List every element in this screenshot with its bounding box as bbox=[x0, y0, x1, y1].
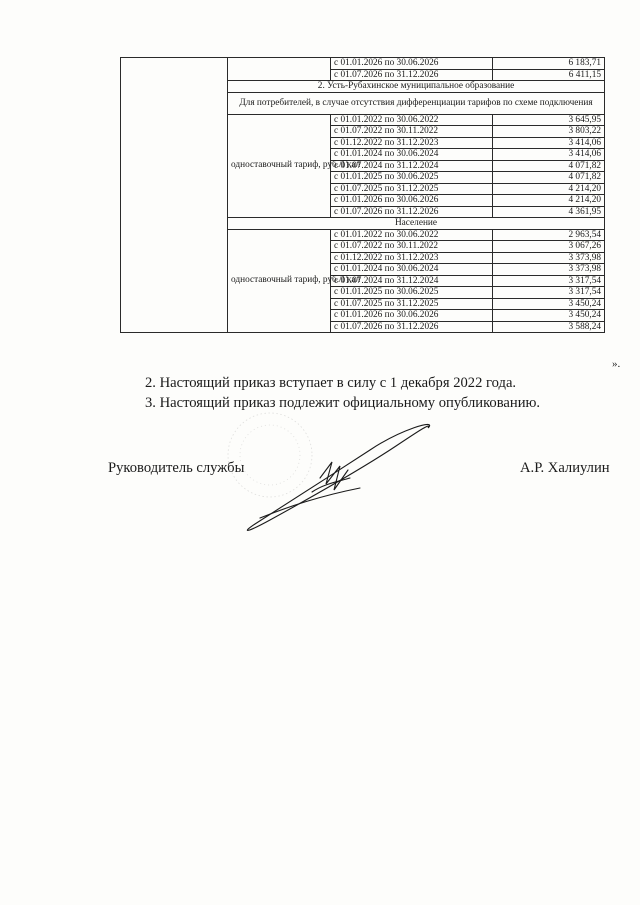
period-cell: с 01.01.2022 по 30.06.2022 bbox=[331, 229, 493, 241]
period-cell: с 01.07.2024 по 31.12.2024 bbox=[331, 160, 493, 172]
value-cell: 3 645,95 bbox=[493, 114, 605, 126]
value-cell: 6 183,71 bbox=[493, 58, 605, 70]
municipality-header: 2. Усть-Рубахинское муниципальное образование bbox=[228, 81, 605, 93]
value-cell: 4 071,82 bbox=[493, 160, 605, 172]
value-cell: 3 450,24 bbox=[493, 298, 605, 310]
period-cell: с 01.01.2024 по 30.06.2024 bbox=[331, 149, 493, 161]
value-cell: 4 361,95 bbox=[493, 206, 605, 218]
period-cell: с 01.07.2025 по 31.12.2025 bbox=[331, 183, 493, 195]
value-cell: 4 071,82 bbox=[493, 172, 605, 184]
closing-quote-mark: ». bbox=[612, 358, 621, 370]
group2-header: Население bbox=[228, 218, 605, 230]
faint-stamp-icon bbox=[228, 413, 312, 497]
signer-role: Руководитель службы bbox=[108, 460, 245, 476]
value-cell: 3 414,06 bbox=[493, 149, 605, 161]
period-cell: с 01.01.2025 по 30.06.2025 bbox=[331, 172, 493, 184]
value-cell: 3 067,26 bbox=[493, 241, 605, 253]
value-cell: 3 317,54 bbox=[493, 275, 605, 287]
paragraph-publication: 3. Настоящий приказ подлежит официальному опубликованию. bbox=[145, 395, 541, 411]
period-cell: с 01.01.2022 по 30.06.2022 bbox=[331, 114, 493, 126]
period-cell: с 01.01.2025 по 30.06.2025 bbox=[331, 287, 493, 299]
value-cell: 3 373,98 bbox=[493, 252, 605, 264]
value-cell: 3 588,24 bbox=[493, 321, 605, 333]
tariff-table bbox=[120, 57, 605, 333]
signer-name: А.Р. Халиулин bbox=[520, 460, 610, 476]
period-cell: с 01.07.2022 по 30.11.2022 bbox=[331, 126, 493, 138]
period-cell: с 01.07.2026 по 31.12.2026 bbox=[331, 321, 493, 333]
period-cell: с 01.07.2022 по 30.11.2022 bbox=[331, 241, 493, 253]
period-cell: с 01.07.2026 по 31.12.2026 bbox=[331, 69, 493, 81]
period-cell: с 01.12.2022 по 31.12.2023 bbox=[331, 137, 493, 149]
value-cell: 3 450,24 bbox=[493, 310, 605, 322]
period-cell: с 01.07.2025 по 31.12.2025 bbox=[331, 298, 493, 310]
period-cell: с 01.07.2026 по 31.12.2026 bbox=[331, 206, 493, 218]
period-cell: с 01.12.2022 по 31.12.2023 bbox=[331, 252, 493, 264]
value-cell: 4 214,20 bbox=[493, 183, 605, 195]
left-empty-column bbox=[121, 58, 228, 333]
period-cell: с 01.01.2026 по 30.06.2026 bbox=[331, 310, 493, 322]
period-cell: с 01.01.2026 по 30.06.2026 bbox=[331, 58, 493, 70]
value-cell: 3 317,54 bbox=[493, 287, 605, 299]
value-cell: 3 803,22 bbox=[493, 126, 605, 138]
value-cell: 4 214,20 bbox=[493, 195, 605, 207]
group1-header: Для потребителей, в случае отсутствия дифференциации тарифов по схеме подключения bbox=[228, 92, 605, 114]
tariff-type-label: одноставочный тариф, руб./Гкал bbox=[228, 229, 331, 333]
value-cell: 3 414,06 bbox=[493, 137, 605, 149]
table-row bbox=[121, 58, 605, 70]
value-cell: 2 963,54 bbox=[493, 229, 605, 241]
paragraph-effective-date: 2. Настоящий приказ вступает в силу с 1 декабря 2022 года. bbox=[145, 375, 517, 391]
period-cell: с 01.07.2024 по 31.12.2024 bbox=[331, 275, 493, 287]
value-cell: 3 373,98 bbox=[493, 264, 605, 276]
tariff-type-label: одноставочный тариф, руб./Гкал bbox=[228, 114, 331, 218]
period-cell: с 01.01.2026 по 30.06.2026 bbox=[331, 195, 493, 207]
value-cell: 6 411,15 bbox=[493, 69, 605, 81]
period-cell: с 01.01.2024 по 30.06.2024 bbox=[331, 264, 493, 276]
